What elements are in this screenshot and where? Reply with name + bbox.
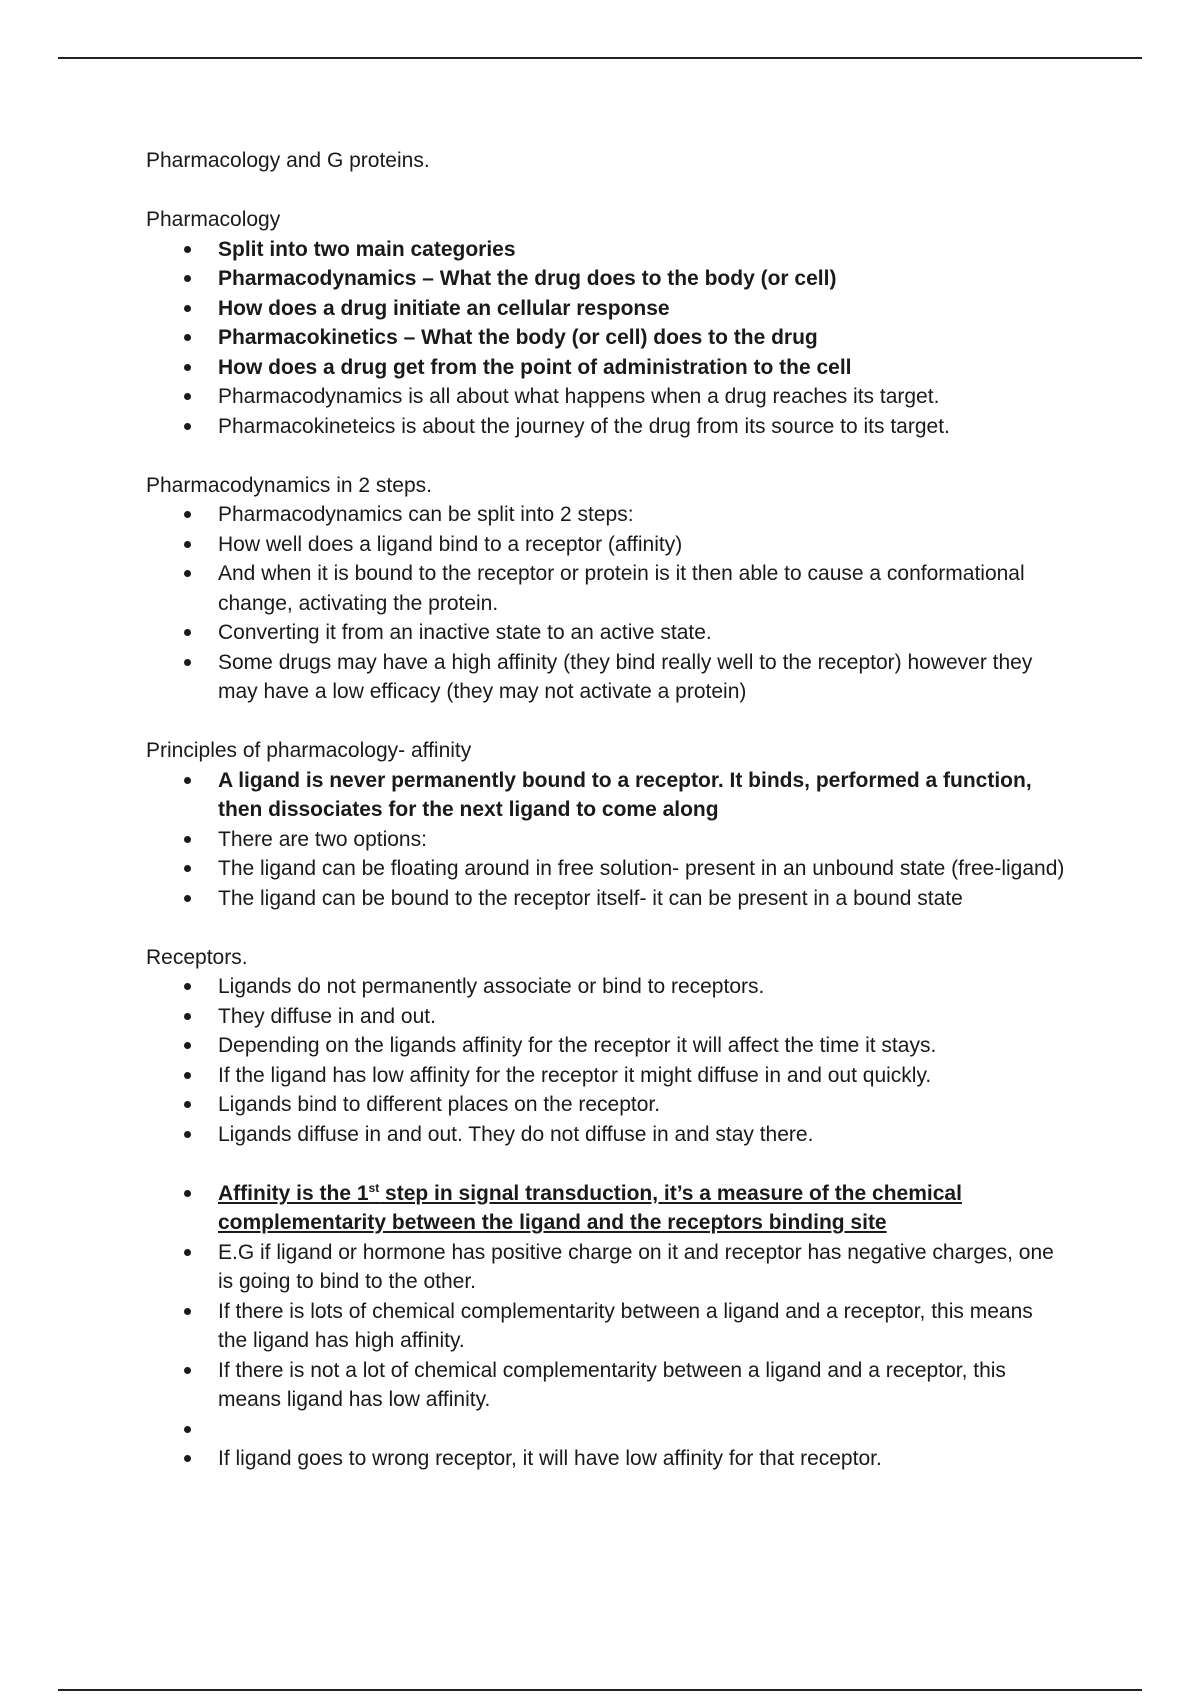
bullet-dot-icon xyxy=(184,305,191,312)
bullet-item xyxy=(146,500,1066,530)
bullet-dot-icon xyxy=(184,1013,191,1020)
bullet-text: If there is not a lot of chemical complementarity between a ligand and a receptor, this means ligand has low affinity. xyxy=(218,1358,1006,1411)
bullet-dot-icon xyxy=(184,1455,191,1462)
bullet-item xyxy=(146,1061,1066,1091)
bullet-dot-icon xyxy=(184,983,191,990)
bullet-text: Converting it from an inactive state to an active state. xyxy=(218,621,712,644)
bullet-dot-icon xyxy=(184,334,191,341)
bullet-text: Ligands do not permanently associate or bind to receptors. xyxy=(218,975,765,998)
bullet-text: How does a drug get from the point of administration to the cell xyxy=(218,355,852,379)
bullet-dot-icon xyxy=(184,659,191,666)
bullet-dot-icon xyxy=(184,275,191,282)
text-run: step in signal transduction, it’s a measure of the chemical complementarity between the ligand and the receptors binding site xyxy=(218,1181,962,1234)
bullet-text: Some drugs may have a high affinity (they bind really well to the receptor) however they may have a low efficacy (they may not activate a protein) xyxy=(218,650,1033,703)
bullet-dot-icon xyxy=(184,1249,191,1256)
bullet-item xyxy=(146,235,1066,265)
bullet-dot-icon xyxy=(184,246,191,253)
bullet-text: E.G if ligand or hormone has positive charge on it and receptor has negative charges, one is going to bind to the other. xyxy=(218,1240,1054,1293)
bullet-item xyxy=(146,766,1066,825)
bullet-text: Pharmacokinetics – What the body (or cell) does to the drug xyxy=(218,326,818,349)
bullet-item xyxy=(146,530,1066,560)
bullet-item xyxy=(146,1031,1066,1061)
bullet-dot-icon xyxy=(184,1426,191,1433)
bullet-text: Depending on the ligands affinity for the receptor it will affect the time it stays. xyxy=(218,1034,937,1057)
bullet-item xyxy=(146,1238,1066,1297)
bullet-item xyxy=(146,1415,1066,1445)
bullet-dot-icon xyxy=(184,895,191,902)
bullet-text: The ligand can be floating around in free solution- present in an unbound state (free-ligand) xyxy=(218,857,1065,880)
bullet-text: If there is lots of chemical complementarity between a ligand and a receptor, this means the ligand has high affinity. xyxy=(218,1299,1033,1352)
bullet-text: Pharmacokineteics is about the journey of the drug from its source to its target. xyxy=(218,414,950,438)
bullet-item xyxy=(146,1120,1066,1150)
bullet-item xyxy=(146,1356,1066,1415)
bullet-item xyxy=(146,648,1066,707)
bullet-dot-icon xyxy=(184,364,191,371)
section-heading: Principles of pharmacology- affinity xyxy=(146,739,472,762)
bullet-text: How well does a ligand bind to a receptor (affinity) xyxy=(218,532,683,556)
bullet-item xyxy=(146,264,1066,294)
bullet-item xyxy=(146,618,1066,648)
bullet-dot-icon xyxy=(184,1101,191,1108)
bullet-item xyxy=(146,412,1066,442)
bullet-item xyxy=(146,323,1066,353)
bullet-text: A ligand is never permanently bound to a receptor. It binds, performed a function, then dissociates for the next ligand to come along xyxy=(218,768,1032,821)
bullet-item xyxy=(146,1002,1066,1032)
bullet-item xyxy=(146,854,1066,884)
bullet-item xyxy=(146,559,1066,618)
bullet-text: The ligand can be bound to the receptor itself- it can be present in a bound state xyxy=(218,886,963,910)
bullet-dot-icon xyxy=(184,511,191,518)
bullet-text: If ligand goes to wrong receptor, it will have low affinity for that receptor. xyxy=(218,1447,882,1470)
bullet-text: Ligands bind to different places on the receptor. xyxy=(218,1093,661,1116)
bullet-dot-icon xyxy=(184,836,191,843)
section-heading: Pharmacology xyxy=(146,208,281,231)
bullet-item xyxy=(146,1090,1066,1120)
document-body xyxy=(146,146,1066,1474)
bullet-item xyxy=(146,884,1066,914)
bullet-dot-icon xyxy=(184,777,191,784)
section xyxy=(146,736,1066,913)
footer-rule xyxy=(58,1689,1142,1691)
bullet-list xyxy=(146,235,1066,442)
bullet-text xyxy=(218,1182,962,1235)
bullet-dot-icon xyxy=(184,629,191,636)
bullet-text: How does a drug initiate an cellular response xyxy=(218,296,670,320)
superscript-text: st xyxy=(368,1180,380,1195)
bullet-text: Pharmacodynamics is all about what happens when a drug reaches its target. xyxy=(218,385,940,408)
bullet-item xyxy=(146,1179,1066,1238)
bullet-text: Ligands diffuse in and out. They do not diffuse in and stay there. xyxy=(218,1122,814,1146)
section xyxy=(146,943,1066,1150)
section xyxy=(146,205,1066,441)
bullet-dot-icon xyxy=(184,1367,191,1374)
bullet-list xyxy=(146,972,1066,1149)
bullet-text: There are two options: xyxy=(218,827,427,851)
bullet-list xyxy=(146,500,1066,707)
bullet-item xyxy=(146,825,1066,855)
section xyxy=(146,471,1066,707)
bullet-text: And when it is bound to the receptor or protein is it then able to cause a conformational change, activating the protein. xyxy=(218,562,1025,615)
bullet-text: Split into two main categories xyxy=(218,237,516,261)
bullet-list xyxy=(146,766,1066,914)
bullet-text: Pharmacodynamics can be split into 2 steps: xyxy=(218,503,634,526)
bullet-item xyxy=(146,1444,1066,1474)
section xyxy=(146,1179,1066,1474)
text-run: Affinity is the 1 xyxy=(218,1181,369,1205)
header-rule xyxy=(58,57,1142,59)
bullet-dot-icon xyxy=(184,393,191,400)
bullet-dot-icon xyxy=(184,1308,191,1315)
bullet-dot-icon xyxy=(184,1131,191,1138)
bullet-item xyxy=(146,972,1066,1002)
bullet-text: Pharmacodynamics – What the drug does to the body (or cell) xyxy=(218,267,837,290)
bullet-dot-icon xyxy=(184,1072,191,1079)
bullet-dot-icon xyxy=(184,865,191,872)
bullet-item xyxy=(146,294,1066,324)
bullet-list xyxy=(146,1179,1066,1474)
bullet-dot-icon xyxy=(184,570,191,577)
bullet-item xyxy=(146,1297,1066,1356)
bullet-text: They diffuse in and out. xyxy=(218,1004,436,1028)
section-heading: Pharmacodynamics in 2 steps. xyxy=(146,473,432,497)
bullet-dot-icon xyxy=(184,1190,191,1197)
bullet-dot-icon xyxy=(184,541,191,548)
section-heading: Receptors. xyxy=(146,945,248,969)
sections-container xyxy=(146,205,1066,1474)
bullet-item xyxy=(146,353,1066,383)
bullet-item xyxy=(146,382,1066,412)
bullet-text: If the ligand has low affinity for the receptor it might diffuse in and out quickly. xyxy=(218,1063,932,1087)
bullet-dot-icon xyxy=(184,423,191,430)
document-title: Pharmacology and G proteins. xyxy=(146,149,430,172)
bullet-dot-icon xyxy=(184,1042,191,1049)
